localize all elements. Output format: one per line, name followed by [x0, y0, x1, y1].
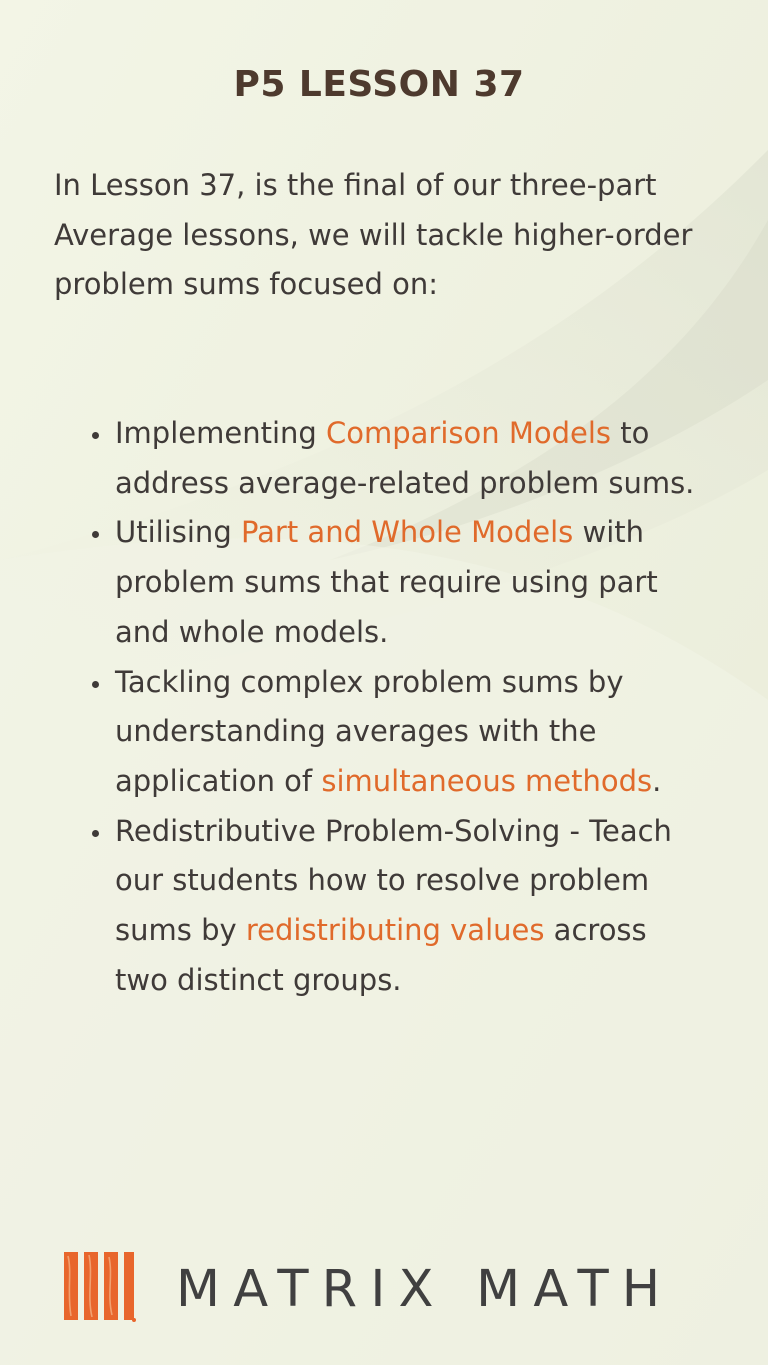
bullet-icon — [92, 432, 99, 439]
list-item — [0, 658, 705, 807]
bullet-icon — [92, 531, 99, 538]
bullet-text: Redistributive Problem-Solving - Teach our students how to resolve problem sums by — [115, 813, 672, 948]
topic-list — [0, 409, 768, 1005]
intro-paragraph: In Lesson 37, is the final of our three-part Average lessons, we will tackle higher-order problem sums focused on: — [54, 168, 693, 301]
highlight-text: Comparison Models — [326, 416, 612, 450]
bullet-text: to address average-related problem sums. — [115, 416, 695, 500]
brand-name: MATRIX MATH — [176, 1260, 674, 1319]
list-item — [0, 409, 705, 508]
highlight-text: Part and Whole Models — [240, 515, 574, 550]
list-item — [0, 508, 705, 657]
highlight-text: redistributing values — [245, 913, 545, 948]
highlight-text: simultaneous methods — [321, 763, 653, 798]
bullet-text: Tackling complex problem sums by understanding averages with the application of — [115, 664, 624, 798]
bullet-icon — [92, 830, 99, 837]
matrix-math-logo-icon — [64, 1252, 136, 1324]
bullet-text: with problem sums that require using part and whole models. — [115, 515, 658, 649]
bullet-text: Implementing — [115, 416, 327, 450]
list-item — [0, 807, 705, 1006]
bullet-text: . — [652, 763, 662, 798]
bullet-text: Utilising — [115, 515, 241, 550]
page-title: P5 LESSON 37 — [233, 64, 525, 105]
bullet-text: across two distinct groups. — [115, 913, 647, 997]
bullet-icon — [92, 681, 99, 688]
